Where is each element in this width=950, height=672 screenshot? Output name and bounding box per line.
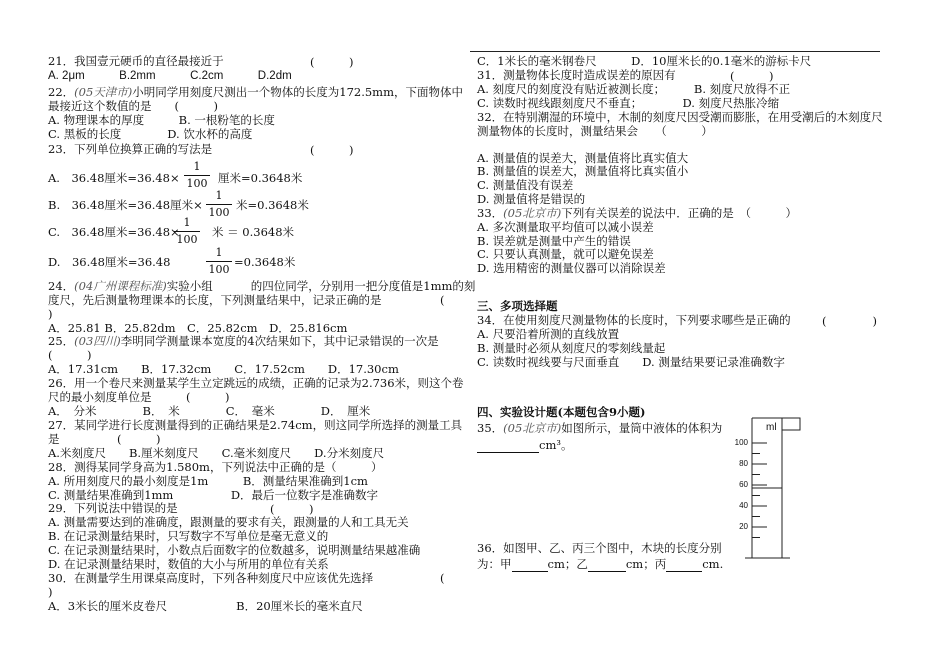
q33-optA: A. 多次测量取平均值可以减小误差 [477,220,654,234]
q23-optA-post: 厘米=0.3648米 [218,171,303,185]
q22-optA: A. 物理课本的厚度 B. 一根粉笔的长度 [48,113,275,127]
q25-stem: 李明同学测量课本宽度的4次结果如下，其中记录错误的一次是 [120,334,439,348]
q23-optC-post: 米 ＝ 0.3648米 [212,225,295,239]
q34-optC: C. 读数时视线要与尺面垂直 D. 测量结果要记录准确数字 [477,355,785,369]
q24-paren-close: ) [48,307,53,321]
q23-optD-pre: D. 36.48厘米=36.48 [48,255,171,269]
q25-source: (03四川) [74,334,121,348]
q28-optA: A. 所用刻度尺的最小刻度是1m B．测量结果准确到1cm [48,474,368,488]
q36-line2 [477,557,723,572]
q32-stem2: 测量物体的长度时，测量结果会 （ ） [477,124,713,138]
q22-stem1: 小明同学用刻度尺测出一个物体的长度为172.5mm，下面物体中 [132,85,463,99]
q31-paren: ( ) [730,69,774,83]
q25-num: 25． [48,334,75,348]
q35-answer-blank[interactable] [477,438,539,453]
q32-optD: D. 测量值将是错误的 [477,192,586,206]
q28-optC: C. 测量结果准确到1mm D．最后一位数字是准确数字 [48,488,379,502]
header-rule [470,51,880,52]
q22-num: 22． [48,85,75,99]
q24-source: (04广州课程标准) [74,279,167,293]
q33-source: (05北京市) [503,206,562,220]
q35-answer-line [477,438,572,453]
q29-paren: ( ) [270,502,314,516]
q33-stem: 下列有关误差的说法中．正确的是 （ ） [561,206,797,220]
q26-options: A． 分米 B． 米 C． 毫米 D． 厘米 [48,404,371,418]
q24-stem1b: 的四位同学，分别用一把分度值是1mm的刻 [250,279,476,293]
q27-stem1: 27．某同学进行长度测量得到的正确结果是2.74cm，则这同学所选择的测量工具 [48,418,463,432]
q24-line1 [48,279,475,293]
q23-optC-pre: C. 36.48厘米=36.48× [48,225,180,239]
q24-stem2: 度尺，先后测量物理课本的长度，下列测量结果中，记录正确的是 [48,293,382,307]
q23-optA-fraction: 1 100 [182,160,212,191]
q32-optB: B. 测量值的误差大，测量值将比真实值小 [477,164,689,178]
q25-line1 [48,334,439,348]
q23-optA-pre: A. 36.48厘米=36.48× [48,171,180,185]
q30-optC: C．1米长的毫米钢卷尺 D．10厘米长的0.1毫米的游标卡尺 [477,54,812,68]
q23-optB-post: 米=0.3648米 [236,198,309,212]
q23-optC-fraction: 1 100 [172,216,202,247]
q22-source: (05天津市) [74,85,133,99]
q31-optC: C. 读数时视线跟刻度尺不垂直； D. 刻度尺热胀冷缩 [477,96,780,110]
q21-stem: 21．我国壹元硬币的直径最接近于 [48,54,224,68]
q29-stem: 29．下列说法中错误的是 [48,501,178,515]
q36-stem: 36．如图甲、乙、丙三个图中，木块的长度分别 [477,541,722,555]
q36-blank-yi[interactable] [588,557,626,572]
section3-heading: 三、多项选择题 [477,299,558,313]
q36-unit: cm. [702,557,724,571]
q23-optD-post: =0.3648米 [234,255,296,269]
q35-line1 [477,421,722,435]
section4-heading: 四、实验设计题(本题包含9小题) [477,405,646,419]
q35-stem: 如图所示，量筒中液体的体积为 [561,421,723,435]
q33-line1 [477,206,797,220]
q33-optC: C. 只要认真测量，就可以避免误差 [477,247,654,261]
q28-stem: 28．测得某同学身高为1.580m，下列说法中正确的是（ ） [48,460,383,474]
q30-paren-open: ( [440,571,445,585]
q34-paren: ( ) [822,314,877,328]
q36-label-jia: 为：甲 [477,557,512,571]
q30-optA: A．3米长的厘米皮卷尺 B．20厘米长的毫米直尺 [48,599,363,613]
q25-options: A．17.31cm B．17.32cm C．17.52cm D．17.30cm [48,362,399,376]
q30-paren-close: ) [48,585,53,599]
q31-stem: 31．测量物体长度时造成误差的原因有 [477,68,676,82]
q23-stem: 23．下列单位换算正确的写法是 [48,142,213,156]
q34-stem: 34．在使用刻度尺测量物体的长度时，下列要求哪些是正确的 [477,313,791,327]
q29-optC: C. 在记录测量结果时，小数点后面数字的位数越多，说明测量结果越准确 [48,543,421,557]
q21-options: A. 2μm B.2mm C.2cm D.2dm [48,70,292,82]
q23-optD-fraction: 1 100 [204,246,234,277]
q36-blank-bing[interactable] [666,557,702,572]
q29-optA: A. 测量需要达到的准确度，跟测量的要求有关，跟测量的人和工具无关 [48,515,409,529]
q24-paren-open: ( [440,293,445,307]
tick-label-80: 80 [739,459,748,468]
q33-optD: D. 选用精密的测量仪器可以消除误差 [477,261,666,275]
q29-optD: D. 在记录测量结果时，数值的大小与所用的单位有关系 [48,557,329,571]
q29-optB: B. 在记录测量结果时，只写数字不写单位是毫无意义的 [48,529,329,543]
q26-stem1: 26．用一个卷尺来测量某学生立定跳远的成绩，正确的记录为2.736米，则这个卷 [48,376,464,390]
tick-label-40: 40 [739,501,748,510]
q32-stem1: 32．在特别潮湿的环境中，木制的刻度尺因受潮而膨胀，在用受潮后的木刻度尺 [477,110,883,124]
q22-line1 [48,85,463,99]
q23-paren: ( ) [310,143,354,157]
q27-stem2: 是 ( ) [48,432,161,446]
q23-optB-fraction: 1 100 [204,189,234,220]
q35-num: 35． [477,421,504,435]
q34-optB: B. 测量时必须从刻度尺的零刻线量起 [477,341,666,355]
q23-optB-pre: B. 36.48厘米=36.48厘米× [48,198,203,212]
tick-label-20: 20 [739,522,748,531]
q24-stem1: 实验小组 [166,279,213,293]
q32-optC: C. 测量值没有误差 [477,178,574,192]
q33-optB: B. 误差就是测量中产生的错误 [477,234,631,248]
q32-optA: A. 测量值的误差大，测量值将比真实值大 [477,151,689,165]
q35-unit: cm³。 [539,438,573,452]
tick-label-100: 100 [734,438,748,447]
q36-label-bing: cm；丙 [625,557,667,571]
cylinder-unit-label: ml [766,422,777,433]
q24-options: A．25.81 B．25.82dm C．25.82cm D．25.816cm [48,321,348,335]
q27-options: A.米刻度尺 B.厘米刻度尺 C.毫米刻度尺 D.分米刻度尺 [48,446,385,460]
q35-source: (05北京市) [503,421,562,435]
q31-optA: A. 刻度尺的刻度没有贴近被测长度； B. 刻度尺放得不正 [477,82,791,96]
q30-stem: 30．在测量学生用课桌高度时，下列各种刻度尺中应该优先选择 [48,571,374,585]
tick-label-60: 60 [739,480,748,489]
q36-label-yi: cm；乙 [547,557,588,571]
q25-paren: ( ) [48,348,92,362]
q26-stem2: 尺的最小刻度单位是 ( ) [48,390,230,404]
q33-num: 33． [477,206,504,220]
q21-paren: ( ) [310,55,354,69]
q24-num: 24． [48,279,75,293]
q22-optC: C. 黑板的长度 D. 饮水杯的高度 [48,127,253,141]
q34-optA: A. 尺要沿着所测的直线放置 [477,327,620,341]
q36-blank-jia[interactable] [512,557,548,572]
q22-stem2: 最接近这个数值的是 ( ) [48,99,218,113]
